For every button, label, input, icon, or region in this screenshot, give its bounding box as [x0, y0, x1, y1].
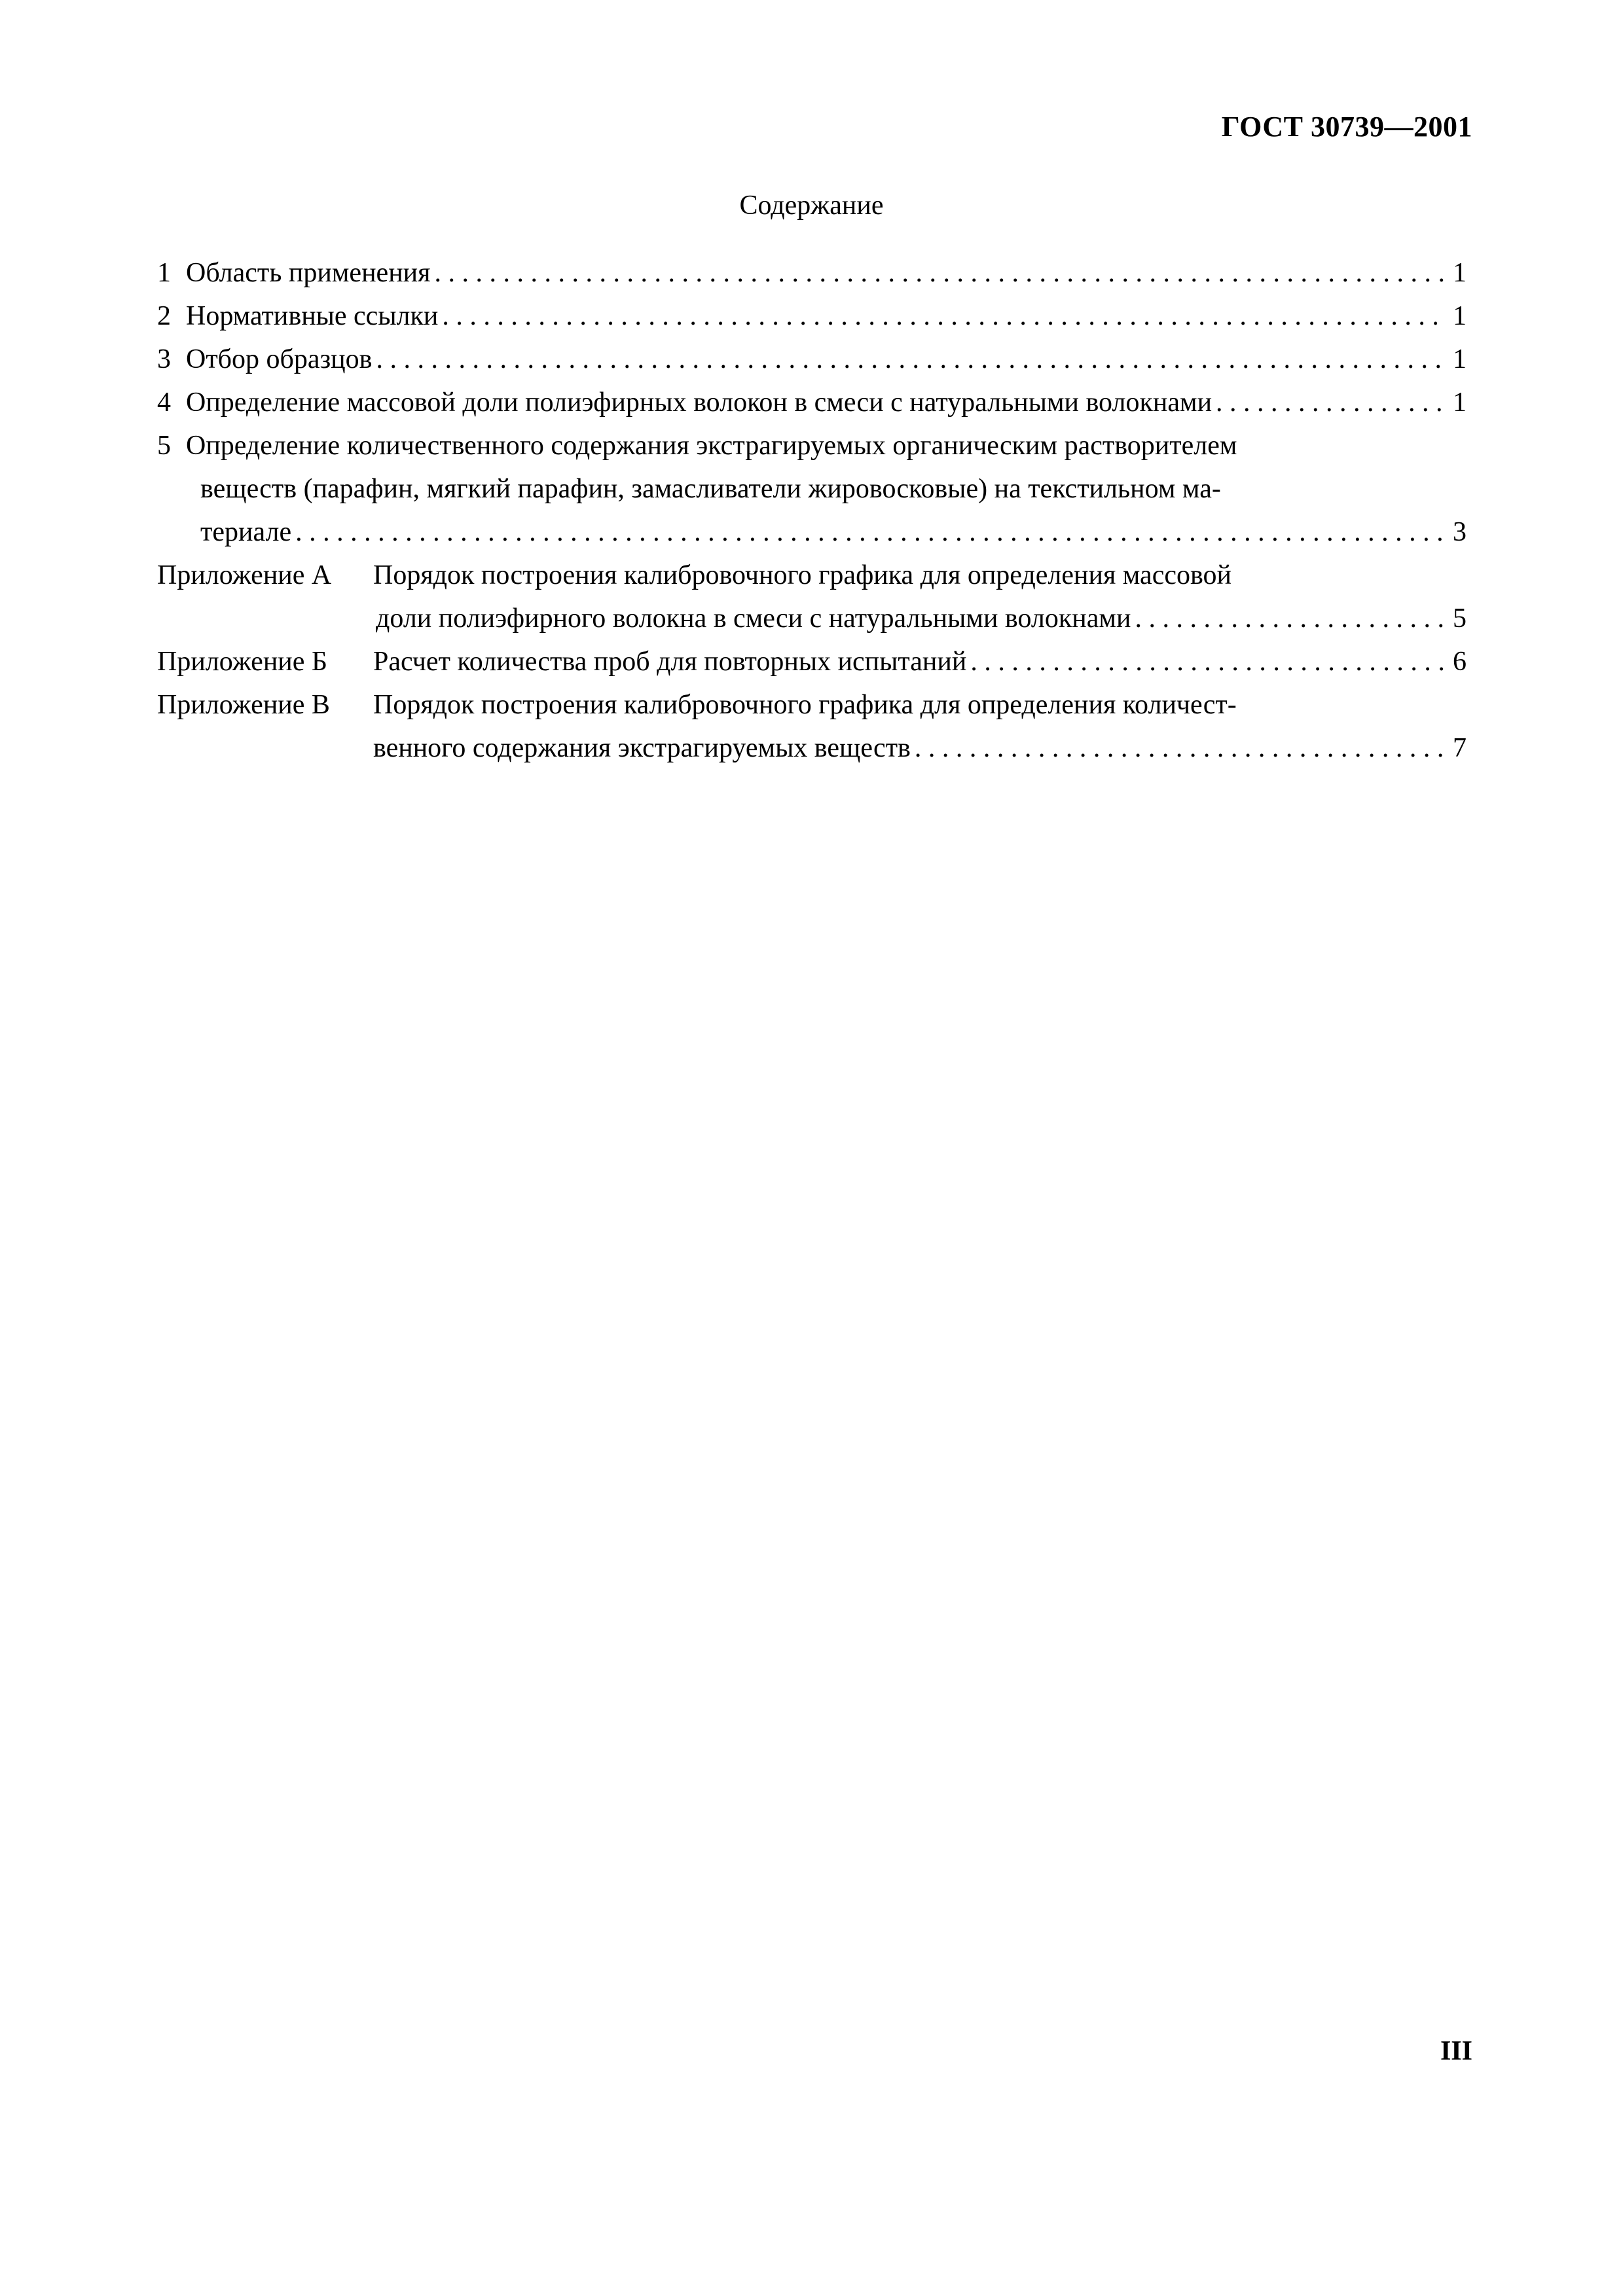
toc-entry-title: Отбор образцов: [186, 344, 373, 374]
dot-leader: [434, 251, 1446, 295]
appendix-page: 5: [1453, 603, 1467, 634]
toc-entry-page: 1: [1453, 387, 1467, 418]
toc-entry-title-line: териале: [200, 517, 292, 547]
dot-leader: [1135, 597, 1446, 640]
toc-title: Содержание: [739, 190, 884, 221]
appendix-title-line: Порядок построения калибровочного графика для определения массовой: [373, 560, 1232, 590]
appendix-page: 7: [1453, 733, 1467, 763]
toc-entry-title: Определение массовой доли полиэфирных волокон в смеси с натуральными волокнами: [186, 387, 1213, 418]
toc-entry-title: Область применения: [186, 258, 431, 288]
dot-leader: [1216, 381, 1446, 424]
appendix-title-line: венного содержания экстрагируемых веществ: [373, 733, 911, 763]
dot-leader: [970, 640, 1446, 683]
dot-leader: [376, 338, 1446, 381]
appendix-title-line: Расчет количества проб для повторных испытаний: [373, 647, 967, 677]
page-number: III: [1440, 2036, 1472, 2066]
appendix-label: Приложение В: [157, 690, 330, 720]
toc-entry-title-line: Определение количественного содержания экстрагируемых органическим растворителем: [186, 431, 1237, 461]
toc-appendix-a[interactable]: [157, 554, 1467, 640]
toc-entry-multiline[interactable]: [157, 424, 1467, 554]
toc-entry-number: 3: [157, 344, 171, 374]
toc-entry-page: 1: [1453, 344, 1467, 374]
toc-entry-page: 1: [1453, 258, 1467, 288]
appendix-title-line: Порядок построения калибровочного графика для определения количест-: [373, 690, 1237, 720]
toc-entry[interactable]: [157, 251, 1467, 295]
dot-leader: [295, 511, 1446, 554]
toc-entry-number: 4: [157, 387, 171, 418]
toc-entry[interactable]: [157, 295, 1467, 338]
toc-entry[interactable]: [157, 381, 1467, 424]
toc-entry[interactable]: [157, 338, 1467, 381]
appendix-title-line: доли полиэфирного волокна в смеси с натуральными волокнами: [376, 603, 1131, 634]
dot-leader: [442, 295, 1446, 338]
toc-entry-page: 1: [1453, 301, 1467, 331]
toc-entry-page: 3: [1453, 517, 1467, 547]
toc-appendix-b[interactable]: [157, 640, 1467, 683]
toc-entry-title: Нормативные ссылки: [186, 301, 439, 331]
document-number: ГОСТ 30739—2001: [1221, 111, 1472, 143]
toc-entry-number: 5: [157, 431, 171, 461]
toc-entry-number: 2: [157, 301, 171, 331]
appendix-label: Приложение Б: [157, 647, 328, 677]
toc-appendix-v[interactable]: [157, 683, 1467, 770]
toc-entry-number: 1: [157, 258, 171, 288]
dot-leader: [915, 726, 1446, 770]
toc-entry-title-line: веществ (парафин, мягкий парафин, замасливатели жировосковые) на текстильном ма-: [200, 474, 1221, 504]
table-of-contents: [157, 251, 1467, 770]
appendix-label: Приложение А: [157, 560, 332, 590]
appendix-page: 6: [1453, 647, 1467, 677]
